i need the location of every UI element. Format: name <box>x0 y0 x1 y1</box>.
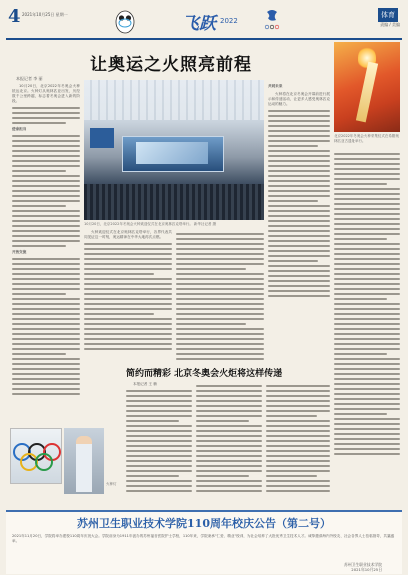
notice-date: 2021年10月25日 <box>351 567 382 572</box>
header-rule <box>6 38 402 40</box>
olympic-emblem-icon <box>264 8 280 32</box>
article-headline: 让奥运之火照亮前程 <box>90 55 252 75</box>
second-article-byline: 本报记者 王 楠 <box>133 382 157 386</box>
notice-signature <box>344 562 382 572</box>
section-subhead: 使命担当 <box>12 127 27 131</box>
notice-issuer: 苏州卫生职业技术学院 <box>344 562 382 567</box>
second-article-column-2 <box>196 382 262 506</box>
school-anniversary-notice <box>6 510 402 574</box>
page-number: 4 <box>8 6 21 27</box>
notice-paragraph: 2021年11月20日，学院将举办建校110周年庆祝大会。学院前身为1911年创办的苏州福音医院护士学校，110年来，学院秉承"仁爱、精业"校训，为社会培养了大批优秀卫生技术人才。诚挚邀请海内外校友、社会各界人士莅临指导，共襄盛举。 <box>12 534 395 543</box>
article-byline: 本报记者 李 丽 <box>16 76 43 81</box>
article-paragraph: 火种将在北京冬奥会开幕前进行展示和传递活动，让更多人感受奥林匹克运动的魅力。 <box>268 92 330 106</box>
olympic-rings-photo <box>10 428 62 484</box>
section-tag: 体育 <box>378 8 398 22</box>
issue-date: 2021年10月25日 星期一 <box>22 12 68 17</box>
article-paragraph: 火种欢迎仪式在北京奥林匹克塔举行，各界代表共同见证这一时刻，奥运精神在中华大地再次点燃。 <box>84 230 172 239</box>
article-paragraph: 10月20日，北京2022年冬奥会火种抵达北京。火种灯从奥林匹亚出发，历经数千公里跨越，标志着冬奥会进入新的阶段。 <box>12 84 80 103</box>
torch-photo-caption: 北京2022年冬奥会火种采集仪式在希腊奥林匹亚古遗址举行。 <box>334 134 399 143</box>
second-article-column-3 <box>266 382 330 506</box>
second-article-headline: 简约而精彩 北京冬奥会火炬将这样传递 <box>126 369 283 379</box>
brand-year: 2022 <box>220 17 238 25</box>
masthead <box>6 4 402 38</box>
section-subhead: 共同未来 <box>268 84 283 88</box>
second-article-column-1 <box>126 382 192 506</box>
text-column-4 <box>268 84 330 360</box>
section-subhead: 开放交流 <box>12 250 27 254</box>
main-photo <box>84 80 264 220</box>
lantern-photo-caption: 火种灯 <box>106 482 117 486</box>
text-column-2 <box>84 230 172 362</box>
text-column-3 <box>176 230 264 362</box>
text-column-5 <box>334 150 400 504</box>
editor-credit: 责编 / 美编 <box>380 22 400 27</box>
text-column-1 <box>12 84 80 424</box>
torchbearer-photo <box>64 428 104 494</box>
notice-body <box>12 534 396 562</box>
section-block <box>362 6 402 34</box>
main-photo-caption: 10月20日，北京2022年冬奥会火种欢迎仪式在北京奥林匹克塔举行。 新华社记者 摄 <box>84 222 217 226</box>
notice-title: 苏州卫生职业技术学院110周年校庆公告（第二号） <box>77 517 331 530</box>
torch-photo <box>334 42 400 132</box>
brand-logo: 飞跃 <box>182 14 216 34</box>
mascot-icon <box>114 6 136 34</box>
